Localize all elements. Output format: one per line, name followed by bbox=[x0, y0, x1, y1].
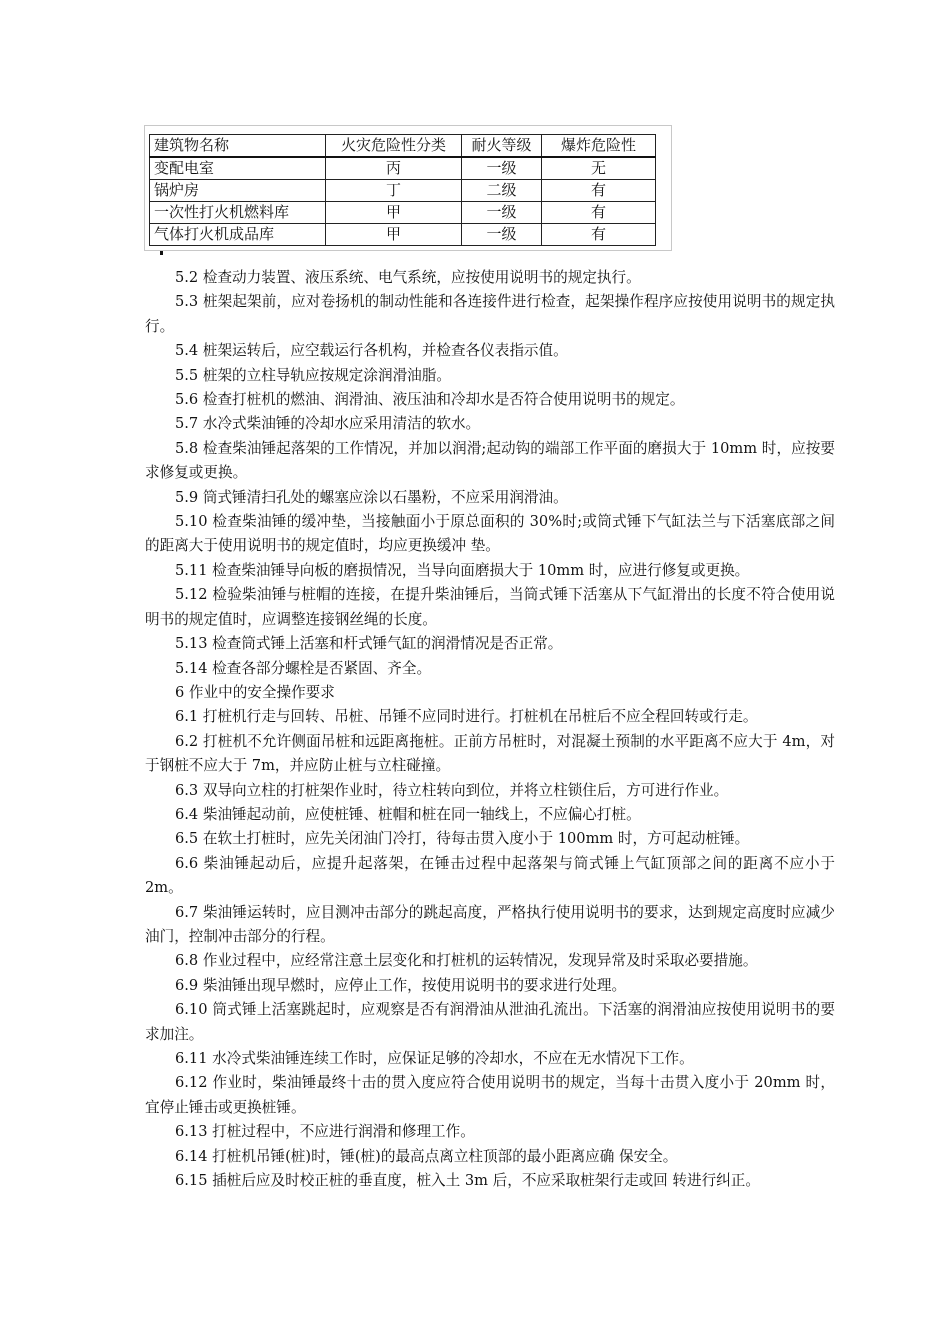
paragraph-6-10: 6.10 筒式锤上活塞跳起时，应观察是否有润滑油从泄油孔流出。下活塞的润滑油应按使用说明书的要求加注。 bbox=[145, 1001, 835, 1043]
paragraph-5-11: 5.11 检查柴油锤导向板的磨损情况，当导向面磨损大于 10mm 时，应进行修复或更换。 bbox=[175, 561, 750, 579]
paragraph-6-14: 6.14 打桩机吊锤(桩)时，锤(桩)的最高点离立柱顶部的最小距离应确 保安全。 bbox=[175, 1147, 678, 1165]
hazard-table-frame bbox=[144, 125, 672, 251]
paragraph-5-9: 5.9 筒式锤清扫孔处的螺塞应涂以石墨粉，不应采用润滑油。 bbox=[175, 488, 568, 506]
table-cell: 二级 bbox=[462, 180, 542, 202]
paragraph-6-5: 6.5 在软土打桩时，应先关闭油门冷打，待每击贯入度小于 100mm 时，方可起动桩锤。 bbox=[175, 830, 750, 848]
table-row bbox=[150, 202, 656, 224]
table-header-cell: 火灾危险性分类 bbox=[326, 135, 462, 158]
table-header-cell: 建筑物名称 bbox=[150, 135, 326, 158]
table-row bbox=[150, 224, 656, 246]
paragraph-5-13: 5.13 检查筒式锤上活塞和杆式锤气缸的润滑情况是否正常。 bbox=[175, 635, 563, 653]
table-cell: 锅炉房 bbox=[150, 180, 326, 202]
table-cell: 一级 bbox=[462, 157, 542, 180]
paragraph-5-4: 5.4 桩架运转后，应空载运行各机构，并检查各仪表指示值。 bbox=[175, 342, 568, 360]
paragraph-6-9: 6.9 柴油锤出现早燃时，应停止工作，按使用说明书的要求进行处理。 bbox=[175, 976, 627, 994]
table-cell: 丙 bbox=[326, 157, 462, 180]
hazard-classification-table bbox=[149, 134, 656, 246]
paragraph-6-1: 6.1 打桩机行走与回转、吊桩、吊锤不应同时进行。打桩机在吊桩后不应全程回转或行走。 bbox=[175, 708, 758, 726]
table-header-cell: 耐火等级 bbox=[462, 135, 542, 158]
paragraph-5-8: 5.8 检查柴油锤起落架的工作情况，并加以润滑;起动钩的端部工作平面的磨损大于 10mm 时，应按要求修复或更换。 bbox=[145, 439, 835, 482]
paragraph-5-3: 5.3 桩架起架前，应对卷扬机的制动性能和各连接件进行检查，起架操作程序应按使用说明书的规定执行。 bbox=[145, 293, 835, 335]
table-row bbox=[150, 157, 656, 180]
paragraph-5-14: 5.14 检查各部分螺栓是否紧固、齐全。 bbox=[175, 659, 432, 677]
paragraph-5-12: 5.12 检验柴油锤与桩帽的连接，在提升柴油锤后，当筒式锤下活塞从下气缸滑出的长度不符合使用说明书的规定值时，应调整连接钢丝绳的长度。 bbox=[145, 586, 835, 628]
table-cell: 一次性打火机燃料库 bbox=[150, 202, 326, 224]
paragraph-5-7: 5.7 水冷式柴油锤的冷却水应采用清洁的软水。 bbox=[175, 415, 481, 433]
table-cell: 有 bbox=[542, 180, 656, 202]
table-cell: 有 bbox=[542, 224, 656, 246]
table-cell: 甲 bbox=[326, 224, 462, 246]
section-heading-6: 6 作业中的安全操作要求 bbox=[175, 683, 335, 701]
table-anchor-mark bbox=[160, 251, 163, 255]
table-header-cell: 爆炸危险性 bbox=[542, 135, 656, 158]
paragraph-6-8: 6.8 作业过程中，应经常注意土层变化和打桩机的运转情况，发现异常及时采取必要措施。 bbox=[175, 952, 758, 970]
paragraph-6-13: 6.13 打桩过程中，不应进行润滑和修理工作。 bbox=[175, 1123, 475, 1141]
paragraph-6-11: 6.11 水冷式柴油锤连续工作时，应保证足够的冷却水，不应在无水情况下工作。 bbox=[175, 1050, 694, 1067]
paragraph-5-6: 5.6 检查打桩机的燃油、润滑油、液压油和冷却水是否符合使用说明书的规定。 bbox=[175, 391, 685, 409]
paragraph-5-5: 5.5 桩架的立柱导轨应按规定涂润滑油脂。 bbox=[175, 366, 451, 384]
table-header-row bbox=[150, 135, 656, 158]
paragraph-6-2: 6.2 打桩机不允许侧面吊桩和远距离拖桩。正前方吊桩时，对混凝土预制的水平距离不应大于 4m，对于钢桩不应大于 7m，并应防止桩与立柱碰撞。 bbox=[145, 732, 835, 775]
paragraph-6-4: 6.4 柴油锤起动前，应使桩锤、桩帽和桩在同一轴线上，不应偏心打桩。 bbox=[175, 805, 641, 823]
paragraph-6-7: 6.7 柴油锤运转时，应目测冲击部分的跳起高度，严格执行使用说明书的要求，达到规定高度时应减少油门，控制冲击部分的行程。 bbox=[145, 903, 835, 945]
paragraph-6-6: 6.6 柴油锤起动后，应提升起落架，在锤击过程中起落架与筒式锤上气缸顶部之间的距离不应小于 2m。 bbox=[145, 854, 835, 897]
table-cell: 变配电室 bbox=[150, 157, 326, 180]
table-cell: 甲 bbox=[326, 202, 462, 224]
table-cell: 丁 bbox=[326, 180, 462, 202]
table-row bbox=[150, 180, 656, 202]
table-cell: 一级 bbox=[462, 202, 542, 224]
paragraph-5-2: 5.2 检查动力装置、液压系统、电气系统，应按使用说明书的规定执行。 bbox=[175, 269, 641, 286]
table-cell: 有 bbox=[542, 202, 656, 224]
table-cell: 气体打火机成品库 bbox=[150, 224, 326, 246]
paragraph-6-12: 6.12 作业时，柴油锤最终十击的贯入度应符合使用说明书的规定，当每十击贯入度小于 20mm 时，宜停止锤击或更换桩锤。 bbox=[145, 1074, 835, 1116]
paragraph-5-10: 5.10 检查柴油锤的缓冲垫，当接触面小于原总面积的 30%时;或筒式锤下气缸法兰与下活塞底部之间的距离大于使用说明书的规定值时，均应更换缓冲 垫。 bbox=[145, 513, 835, 555]
paragraph-6-3: 6.3 双导向立柱的打桩架作业时，待立柱转向到位，并将立柱锁住后，方可进行作业。 bbox=[175, 781, 729, 799]
table-cell: 一级 bbox=[462, 224, 542, 246]
table-cell: 无 bbox=[542, 157, 656, 180]
paragraph-6-15: 6.15 插桩后应及时校正桩的垂直度，桩入土 3m 后，不应采取桩架行走或回 转进行纠正。 bbox=[175, 1172, 760, 1190]
document-body bbox=[145, 266, 835, 1193]
